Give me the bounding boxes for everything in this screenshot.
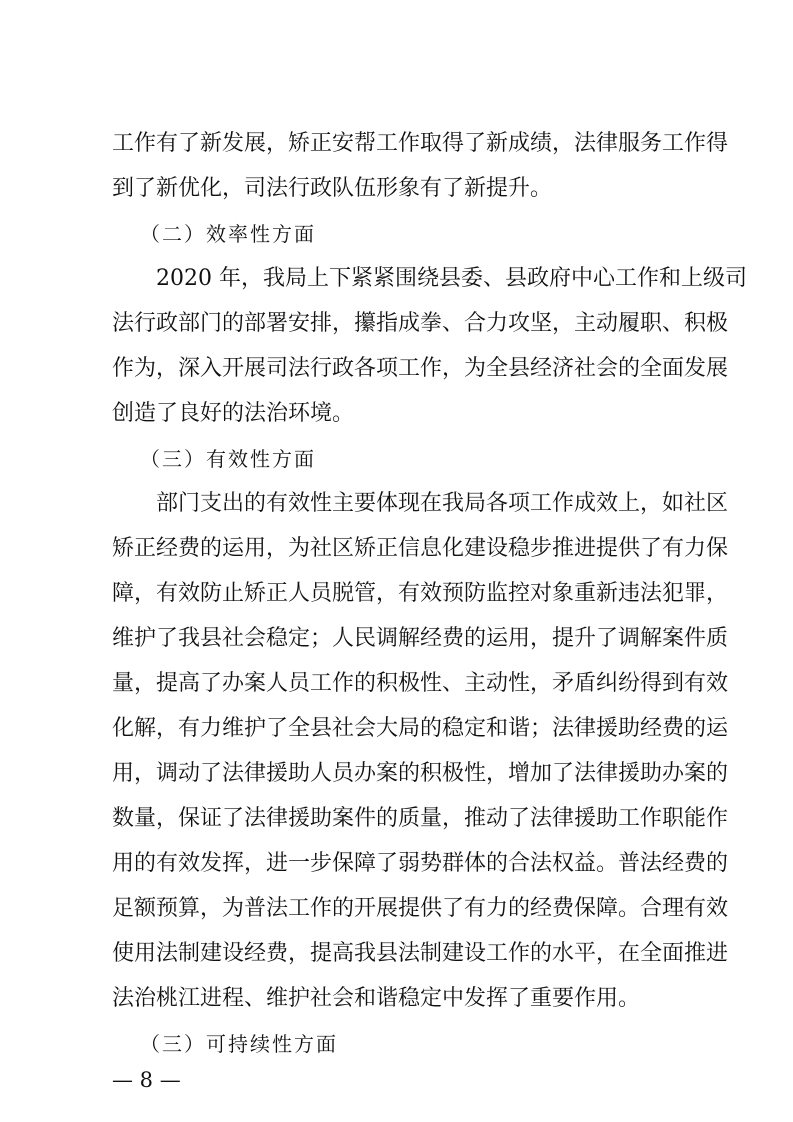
paragraph-line: 数量，保证了法律援助案件的质量，推动了法律援助工作职能作 [112, 806, 729, 831]
paragraph-line: 矫正经费的运用，为社区矫正信息化建设稳步推进提供了有力保 [112, 536, 729, 561]
section-heading-sustainability: （三）可持续性方面 [140, 1032, 338, 1056]
paragraph-line: 部门支出的有效性主要体现在我局各项工作成效上，如社区 [156, 491, 729, 516]
paragraph-line: 量，提高了办案人员工作的积极性、主动性，矛盾纠纷得到有效 [112, 671, 729, 696]
paragraph-line: 使用法制建设经费，提高我县法制建设工作的水平，在全面推进 [112, 941, 729, 966]
section-heading-effectiveness: （三）有效性方面 [140, 447, 316, 471]
paragraph-line: 障，有效防止矫正人员脱管，有效预防监控对象重新违法犯罪， [112, 581, 729, 606]
paragraph-line: 维护了我县社会稳定；人民调解经费的运用，提升了调解案件质 [112, 626, 729, 651]
paragraph-line: 2020 年，我局上下紧紧围绕县委、县政府中心工作和上级司 [156, 266, 747, 291]
page-number: — 8 — [112, 1068, 181, 1092]
paragraph-line: 法治桃江进程、维护社会和谐稳定中发挥了重要作用。 [112, 986, 641, 1011]
paragraph-line: 工作有了新发展，矫正安帮工作取得了新成绩，法律服务工作得 [112, 131, 729, 156]
paragraph-line: 化解，有力维护了全县社会大局的稳定和谐；法律援助经费的运 [112, 716, 729, 741]
section-heading-efficiency: （二）效率性方面 [140, 222, 316, 246]
paragraph-line: 足额预算，为普法工作的开展提供了有力的经费保障。合理有效 [112, 896, 729, 921]
paragraph-line: 作为，深入开展司法行政各项工作，为全县经济社会的全面发展 [112, 356, 729, 381]
paragraph-line: 创造了良好的法治环境。 [112, 401, 355, 426]
paragraph-line: 到了新优化，司法行政队伍形象有了新提升。 [112, 176, 553, 201]
paragraph-line: 用，调动了法律援助人员办案的积极性，增加了法律援助办案的 [112, 761, 729, 786]
paragraph-line: 法行政部门的部署安排，攥指成拳、合力攻坚，主动履职、积极 [112, 311, 729, 336]
paragraph-line: 用的有效发挥，进一步保障了弱势群体的合法权益。普法经费的 [112, 851, 729, 876]
